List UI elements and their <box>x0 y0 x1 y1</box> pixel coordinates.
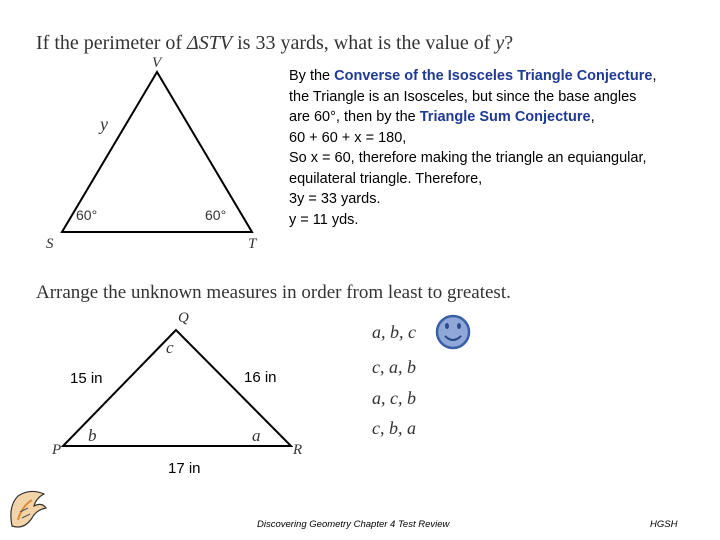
explanation-line: 60 + 60 + x = 180, <box>289 129 407 146</box>
angle-q-label: c <box>166 338 174 357</box>
question-2: Arrange the unknown measures in order from least to greatest. <box>36 282 511 303</box>
footer-org: HGSH <box>650 519 678 530</box>
explanation-line: the Triangle is an Isosceles, but since the base angles <box>289 88 637 105</box>
angle-t-label: 60° <box>205 207 227 223</box>
vertex-s: S <box>46 236 54 252</box>
explanation-line: 3y = 33 yards. <box>289 191 381 207</box>
side-pq-length: 15 in <box>70 370 103 387</box>
side-qr-length: 16 in <box>244 369 277 386</box>
vertex-t: T <box>248 236 257 252</box>
angle-r-label: a <box>252 426 261 445</box>
answer-option[interactable]: a, b, c <box>372 322 416 342</box>
school-logo <box>11 491 46 527</box>
answer-option[interactable]: c, a, b <box>372 357 416 377</box>
side-label-y: y <box>100 114 108 134</box>
smiley-icon <box>437 316 469 348</box>
explanation-line: are 60°, then by the Triangle Sum Conjecture, <box>289 109 595 125</box>
vertex-q: Q <box>178 310 189 326</box>
answer-option[interactable]: c, b, a <box>372 418 416 438</box>
question-1: If the perimeter of ΔSTV is 33 yards, what is the value of y? <box>36 32 514 54</box>
angle-s-label: 60° <box>76 207 98 223</box>
footer-title: Discovering Geometry Chapter 4 Test Review <box>257 519 450 530</box>
vertex-v: V <box>152 55 162 71</box>
explanation-line: y = 11 yds. <box>289 211 359 228</box>
explanation-line: By the Converse of the Isosceles Triangle Conjecture, <box>289 68 657 84</box>
angle-p-label: b <box>88 426 97 445</box>
vertex-r: R <box>293 442 303 458</box>
side-pr-length: 17 in <box>168 460 201 477</box>
explanation-line: equilateral triangle. Therefore, <box>289 170 483 187</box>
answer-option[interactable]: a, c, b <box>372 388 416 408</box>
vertex-p: P <box>52 442 62 458</box>
explanation-text <box>289 66 709 230</box>
explanation-line: So x = 60, therefore making the triangle an equiangular, <box>289 150 647 166</box>
